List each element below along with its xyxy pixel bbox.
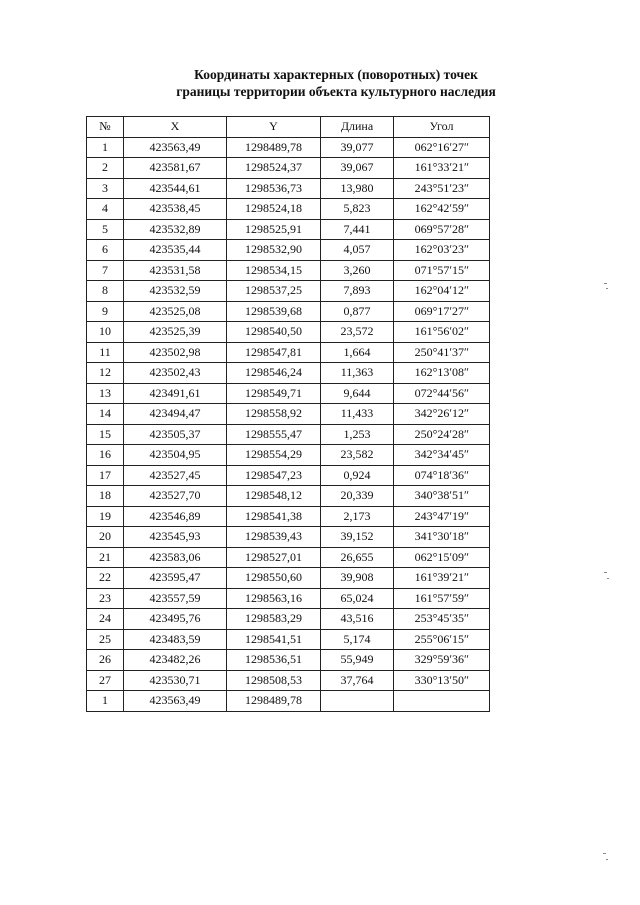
table-row — [87, 609, 490, 630]
cell-number: 7 — [87, 260, 124, 281]
table-header-row — [87, 117, 490, 138]
cell-length: 55,949 — [321, 650, 394, 671]
cell-angle: 341°30ʹ18ʺ — [394, 527, 490, 548]
cell-angle: 340°38ʹ51ʺ — [394, 486, 490, 507]
cell-length: 23,572 — [321, 322, 394, 343]
table-row — [87, 240, 490, 261]
cell-y: 1298563,16 — [227, 588, 321, 609]
cell-x: 423535,44 — [124, 240, 227, 261]
cell-x: 423538,45 — [124, 199, 227, 220]
table-row — [87, 527, 490, 548]
cell-y: 1298534,15 — [227, 260, 321, 281]
cell-number: 14 — [87, 404, 124, 425]
cell-length: 43,516 — [321, 609, 394, 630]
cell-y: 1298550,60 — [227, 568, 321, 589]
cell-length — [321, 691, 394, 712]
cell-number: 22 — [87, 568, 124, 589]
cell-length: 39,067 — [321, 158, 394, 179]
cell-length: 23,582 — [321, 445, 394, 466]
title-line-1: Координаты характерных (поворотных) точек — [194, 67, 478, 82]
table-body — [87, 137, 490, 711]
cell-length: 0,924 — [321, 465, 394, 486]
cell-number: 16 — [87, 445, 124, 466]
cell-x: 423546,89 — [124, 506, 227, 527]
cell-y: 1298555,47 — [227, 424, 321, 445]
cell-y: 1298525,91 — [227, 219, 321, 240]
document-title — [0, 66, 640, 100]
cell-number: 23 — [87, 588, 124, 609]
cell-number: 9 — [87, 301, 124, 322]
header-x: X — [124, 117, 227, 138]
cell-number: 21 — [87, 547, 124, 568]
cell-length: 9,644 — [321, 383, 394, 404]
cell-y: 1298524,18 — [227, 199, 321, 220]
cell-y: 1298539,43 — [227, 527, 321, 548]
table-row — [87, 322, 490, 343]
cell-number: 8 — [87, 281, 124, 302]
cell-number: 2 — [87, 158, 124, 179]
cell-number: 3 — [87, 178, 124, 199]
cell-x: 423563,49 — [124, 691, 227, 712]
header-length: Длина — [321, 117, 394, 138]
cell-x: 423525,39 — [124, 322, 227, 343]
cell-x: 423527,45 — [124, 465, 227, 486]
header-y: Y — [227, 117, 321, 138]
cell-length: 11,433 — [321, 404, 394, 425]
cell-x: 423502,43 — [124, 363, 227, 384]
table-row — [87, 404, 490, 425]
cell-angle: 069°17ʹ27ʺ — [394, 301, 490, 322]
table-row — [87, 260, 490, 281]
cell-number: 25 — [87, 629, 124, 650]
scan-speck — [604, 572, 607, 573]
table-row — [87, 445, 490, 466]
cell-x: 423525,08 — [124, 301, 227, 322]
cell-angle: 243°47ʹ19ʺ — [394, 506, 490, 527]
cell-y: 1298547,23 — [227, 465, 321, 486]
cell-y: 1298524,37 — [227, 158, 321, 179]
scan-speck — [603, 853, 606, 854]
cell-length: 1,664 — [321, 342, 394, 363]
cell-number: 5 — [87, 219, 124, 240]
cell-angle: 250°24ʹ28ʺ — [394, 424, 490, 445]
scan-speck — [606, 288, 608, 289]
cell-number: 6 — [87, 240, 124, 261]
cell-length: 11,363 — [321, 363, 394, 384]
table-row — [87, 424, 490, 445]
title-line-2: границы территории объекта культурного наследия — [176, 84, 496, 99]
cell-x: 423545,93 — [124, 527, 227, 548]
cell-angle: 330°13ʹ50ʺ — [394, 670, 490, 691]
scan-speck — [604, 283, 607, 284]
cell-y: 1298541,51 — [227, 629, 321, 650]
cell-angle: 342°34ʹ45ʺ — [394, 445, 490, 466]
cell-angle: 071°57ʹ15ʺ — [394, 260, 490, 281]
cell-length: 37,764 — [321, 670, 394, 691]
cell-x: 423504,95 — [124, 445, 227, 466]
table-row — [87, 281, 490, 302]
cell-angle: 069°57ʹ28ʺ — [394, 219, 490, 240]
cell-number: 12 — [87, 363, 124, 384]
cell-y: 1298527,01 — [227, 547, 321, 568]
table-row — [87, 486, 490, 507]
cell-x: 423531,58 — [124, 260, 227, 281]
cell-x: 423482,26 — [124, 650, 227, 671]
cell-number: 19 — [87, 506, 124, 527]
cell-x: 423563,49 — [124, 137, 227, 158]
cell-y: 1298489,78 — [227, 137, 321, 158]
cell-length: 4,057 — [321, 240, 394, 261]
table-row — [87, 588, 490, 609]
cell-length: 39,152 — [321, 527, 394, 548]
cell-y: 1298532,90 — [227, 240, 321, 261]
cell-angle: 072°44ʹ56ʺ — [394, 383, 490, 404]
cell-x: 423505,37 — [124, 424, 227, 445]
coordinates-table — [86, 116, 490, 712]
cell-x: 423530,71 — [124, 670, 227, 691]
cell-number: 24 — [87, 609, 124, 630]
cell-x: 423583,06 — [124, 547, 227, 568]
cell-length: 3,260 — [321, 260, 394, 281]
cell-x: 423557,59 — [124, 588, 227, 609]
table-row — [87, 219, 490, 240]
cell-angle: 243°51ʹ23ʺ — [394, 178, 490, 199]
cell-y: 1298537,25 — [227, 281, 321, 302]
cell-angle: 062°16ʹ27ʺ — [394, 137, 490, 158]
cell-length: 0,877 — [321, 301, 394, 322]
cell-angle: 161°57ʹ59ʺ — [394, 588, 490, 609]
cell-number: 11 — [87, 342, 124, 363]
cell-number: 15 — [87, 424, 124, 445]
cell-length: 1,253 — [321, 424, 394, 445]
table-row — [87, 691, 490, 712]
table-row — [87, 383, 490, 404]
cell-x: 423491,61 — [124, 383, 227, 404]
cell-length: 26,655 — [321, 547, 394, 568]
cell-y: 1298541,38 — [227, 506, 321, 527]
cell-length: 5,823 — [321, 199, 394, 220]
cell-y: 1298549,71 — [227, 383, 321, 404]
cell-length: 2,173 — [321, 506, 394, 527]
cell-number: 1 — [87, 691, 124, 712]
cell-angle: 255°06ʹ15ʺ — [394, 629, 490, 650]
cell-number: 17 — [87, 465, 124, 486]
table-row — [87, 363, 490, 384]
table-row — [87, 158, 490, 179]
cell-length: 5,174 — [321, 629, 394, 650]
cell-angle: 161°39ʹ21ʺ — [394, 568, 490, 589]
cell-angle: 161°33ʹ21ʺ — [394, 158, 490, 179]
cell-y: 1298554,29 — [227, 445, 321, 466]
cell-y: 1298548,12 — [227, 486, 321, 507]
cell-y: 1298536,51 — [227, 650, 321, 671]
table-row — [87, 629, 490, 650]
cell-y: 1298540,50 — [227, 322, 321, 343]
table-row — [87, 568, 490, 589]
cell-length: 39,077 — [321, 137, 394, 158]
table-row — [87, 137, 490, 158]
cell-length: 39,908 — [321, 568, 394, 589]
cell-angle: 161°56ʹ02ʺ — [394, 322, 490, 343]
cell-angle: 162°03ʹ23ʺ — [394, 240, 490, 261]
cell-angle: 162°04ʹ12ʺ — [394, 281, 490, 302]
table-row — [87, 650, 490, 671]
cell-length: 7,893 — [321, 281, 394, 302]
table-row — [87, 342, 490, 363]
cell-number: 10 — [87, 322, 124, 343]
cell-number: 13 — [87, 383, 124, 404]
scan-speck — [607, 578, 609, 579]
cell-number: 1 — [87, 137, 124, 158]
cell-number: 4 — [87, 199, 124, 220]
cell-angle: 074°18ʹ36ʺ — [394, 465, 490, 486]
cell-angle: 062°15ʹ09ʺ — [394, 547, 490, 568]
cell-x: 423495,76 — [124, 609, 227, 630]
cell-length: 13,980 — [321, 178, 394, 199]
cell-y: 1298547,81 — [227, 342, 321, 363]
cell-angle: 329°59ʹ36ʺ — [394, 650, 490, 671]
table-row — [87, 301, 490, 322]
cell-number: 26 — [87, 650, 124, 671]
cell-x: 423595,47 — [124, 568, 227, 589]
cell-length: 20,339 — [321, 486, 394, 507]
cell-length: 7,441 — [321, 219, 394, 240]
cell-y: 1298539,68 — [227, 301, 321, 322]
table-row — [87, 178, 490, 199]
cell-number: 18 — [87, 486, 124, 507]
cell-x: 423502,98 — [124, 342, 227, 363]
cell-x: 423494,47 — [124, 404, 227, 425]
table-row — [87, 547, 490, 568]
header-angle: Угол — [394, 117, 490, 138]
cell-angle: 162°13ʹ08ʺ — [394, 363, 490, 384]
table-row — [87, 670, 490, 691]
scan-speck — [606, 859, 608, 860]
cell-y: 1298489,78 — [227, 691, 321, 712]
cell-x: 423532,89 — [124, 219, 227, 240]
cell-angle: 253°45ʹ35ʺ — [394, 609, 490, 630]
cell-angle: 162°42ʹ59ʺ — [394, 199, 490, 220]
cell-x: 423527,70 — [124, 486, 227, 507]
cell-y: 1298558,92 — [227, 404, 321, 425]
table-row — [87, 465, 490, 486]
cell-y: 1298546,24 — [227, 363, 321, 384]
cell-number: 20 — [87, 527, 124, 548]
cell-length: 65,024 — [321, 588, 394, 609]
cell-y: 1298583,29 — [227, 609, 321, 630]
header-number: № — [87, 117, 124, 138]
cell-x: 423544,61 — [124, 178, 227, 199]
cell-angle: 250°41ʹ37ʺ — [394, 342, 490, 363]
cell-y: 1298536,73 — [227, 178, 321, 199]
cell-x: 423483,59 — [124, 629, 227, 650]
cell-y: 1298508,53 — [227, 670, 321, 691]
cell-angle: 342°26ʹ12ʺ — [394, 404, 490, 425]
cell-x: 423581,67 — [124, 158, 227, 179]
cell-number: 27 — [87, 670, 124, 691]
cell-angle — [394, 691, 490, 712]
cell-x: 423532,59 — [124, 281, 227, 302]
table-row — [87, 199, 490, 220]
table-row — [87, 506, 490, 527]
